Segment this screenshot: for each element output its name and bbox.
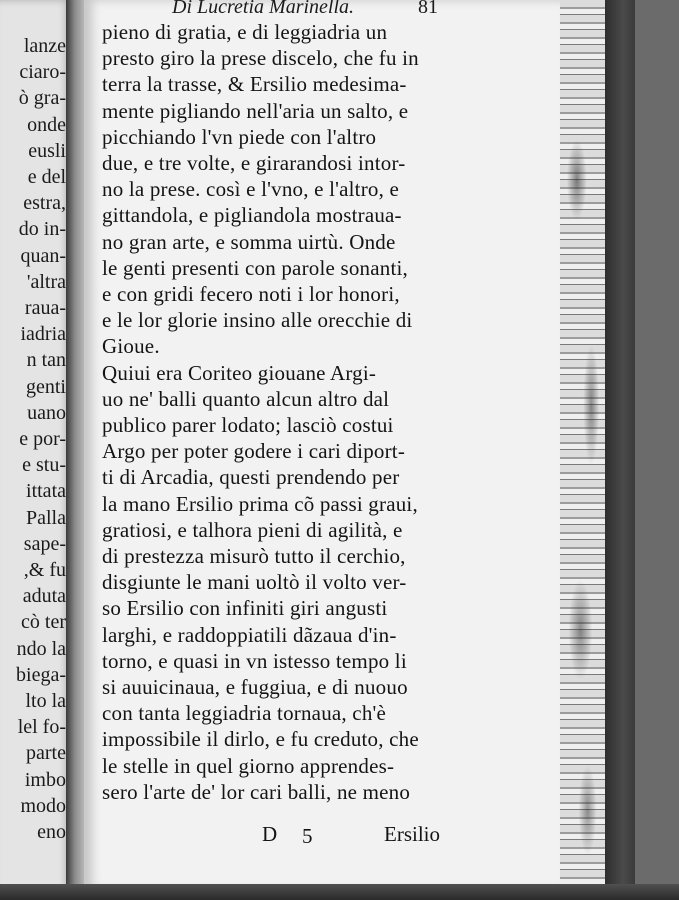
body-line: uo ne' balli quanto alcun altro dal [102,386,390,411]
body-line: pieno di gratia, e di leggiadria un [102,20,388,44]
left-page-line: sape- [23,532,66,555]
left-page-line: eno [37,821,66,843]
left-page-line: genti [26,375,66,398]
left-page-line: uano [27,401,66,424]
signature-mark: D [262,822,278,846]
body-line: so Ersilio con infiniti giri angusti [102,596,388,621]
body-line: Quiui era Coriteo giouane Argi- [102,360,377,385]
left-page-line: ndo la [16,637,66,660]
body-line: disgiunte le mani uoltò il volto ver- [102,570,407,595]
left-page-line: cò ter [21,611,66,634]
body-line: gittandola, e pigliandola mostraua- [102,203,402,228]
left-page-line: iadria [20,323,66,346]
fore-edge-stains [566,0,602,900]
left-page-line: ciaro- [19,61,66,84]
body-line: si auuicinaua, e fuggiua, e di nuouo [102,675,408,699]
left-page-line: eusli [28,139,66,162]
left-page-line: ,& fu [23,559,66,581]
left-page-line: lanze [23,35,66,57]
body-line: picchiando l'vn piede con l'altro [102,124,377,149]
body-line: terra la trasse, & Ersilio medesima- [102,72,407,97]
body-line: Argo per poter godere i cari diport- [102,439,406,464]
body-line: no gran arte, e somma uirtù. Onde [102,229,396,254]
left-page-line: estra, [23,192,66,215]
body-line: torno, e quasi in vn istesso tempo li [102,648,407,673]
left-page-line: ittata [26,480,66,503]
catchword: Ersilio [384,822,440,846]
page-header [100,0,460,22]
page-number: 81 [418,0,438,18]
body-line: due, e tre volte, e girarandosi intor- [102,151,406,175]
left-page-line: imbo [24,768,66,791]
background-surface [635,0,679,900]
left-page-line: n tan [26,349,66,372]
left-page-line: parte [26,742,66,765]
body-line: di prestezza misurò tutto il cerchio, [102,544,406,568]
body-line: mente pigliando nell'aria un salto, e [102,98,409,123]
left-page-line: quan- [20,244,66,267]
body-line: no la prese. così e l'vno, e l'altro, e [102,177,400,202]
left-page-line: modo [20,794,66,817]
left-page-line: e por- [19,428,66,450]
left-page-line: raua- [24,297,66,319]
body-line: presto giro la prese discelo, che fu in [102,46,419,71]
left-page-line: 'altra [26,270,66,293]
left-page-line: biega- [16,663,66,686]
body-line: con tanta leggiadria tornaua, ch'è [102,701,387,726]
left-page-line: Palla [26,506,66,529]
body-line: ti di Arcadia, questi prendendo per [102,465,400,490]
left-page-line: ò gra- [18,87,66,110]
body-line: la mano Ersilio prima cõ passi graui, [102,491,418,516]
left-page-line: lel fo- [17,716,66,739]
left-page-line: aduta [22,585,66,608]
body-line: Gioue. [102,334,160,359]
left-page-line: do in- [18,218,66,241]
body-line: publico parer lodato; lasciò costui [102,413,394,437]
body-line: larghi, e raddoppiatili dãzaua d'in- [102,622,397,647]
left-page-line: onde [27,113,66,136]
page-footer [262,822,482,850]
left-page-line: e stu- [22,454,66,477]
signature-number: 5 [302,824,313,848]
bottom-shadow [0,884,679,900]
running-title: Di Lucretia Marinella. [172,0,355,18]
body-line: e con gridi fecero noti i lor honori, [102,282,400,306]
left-page-line: e del [27,166,66,188]
body-line: le stelle in quel giorno apprendes- [102,753,395,778]
body-line: gratiosi, e talhora pieni di agilità, e [102,517,403,542]
body-line: sero l'arte de' lor cari balli, ne meno [102,779,411,804]
left-page-fragment [0,0,72,900]
body-line: e le lor glorie insino alle orecchie di [102,308,413,333]
body-line: le genti presenti con parole sonanti, [102,255,408,280]
left-page-line: lto la [25,690,66,712]
body-line: impossibile il dirlo, e fu creduto, che [102,727,419,752]
book-cover-edge [605,0,635,900]
